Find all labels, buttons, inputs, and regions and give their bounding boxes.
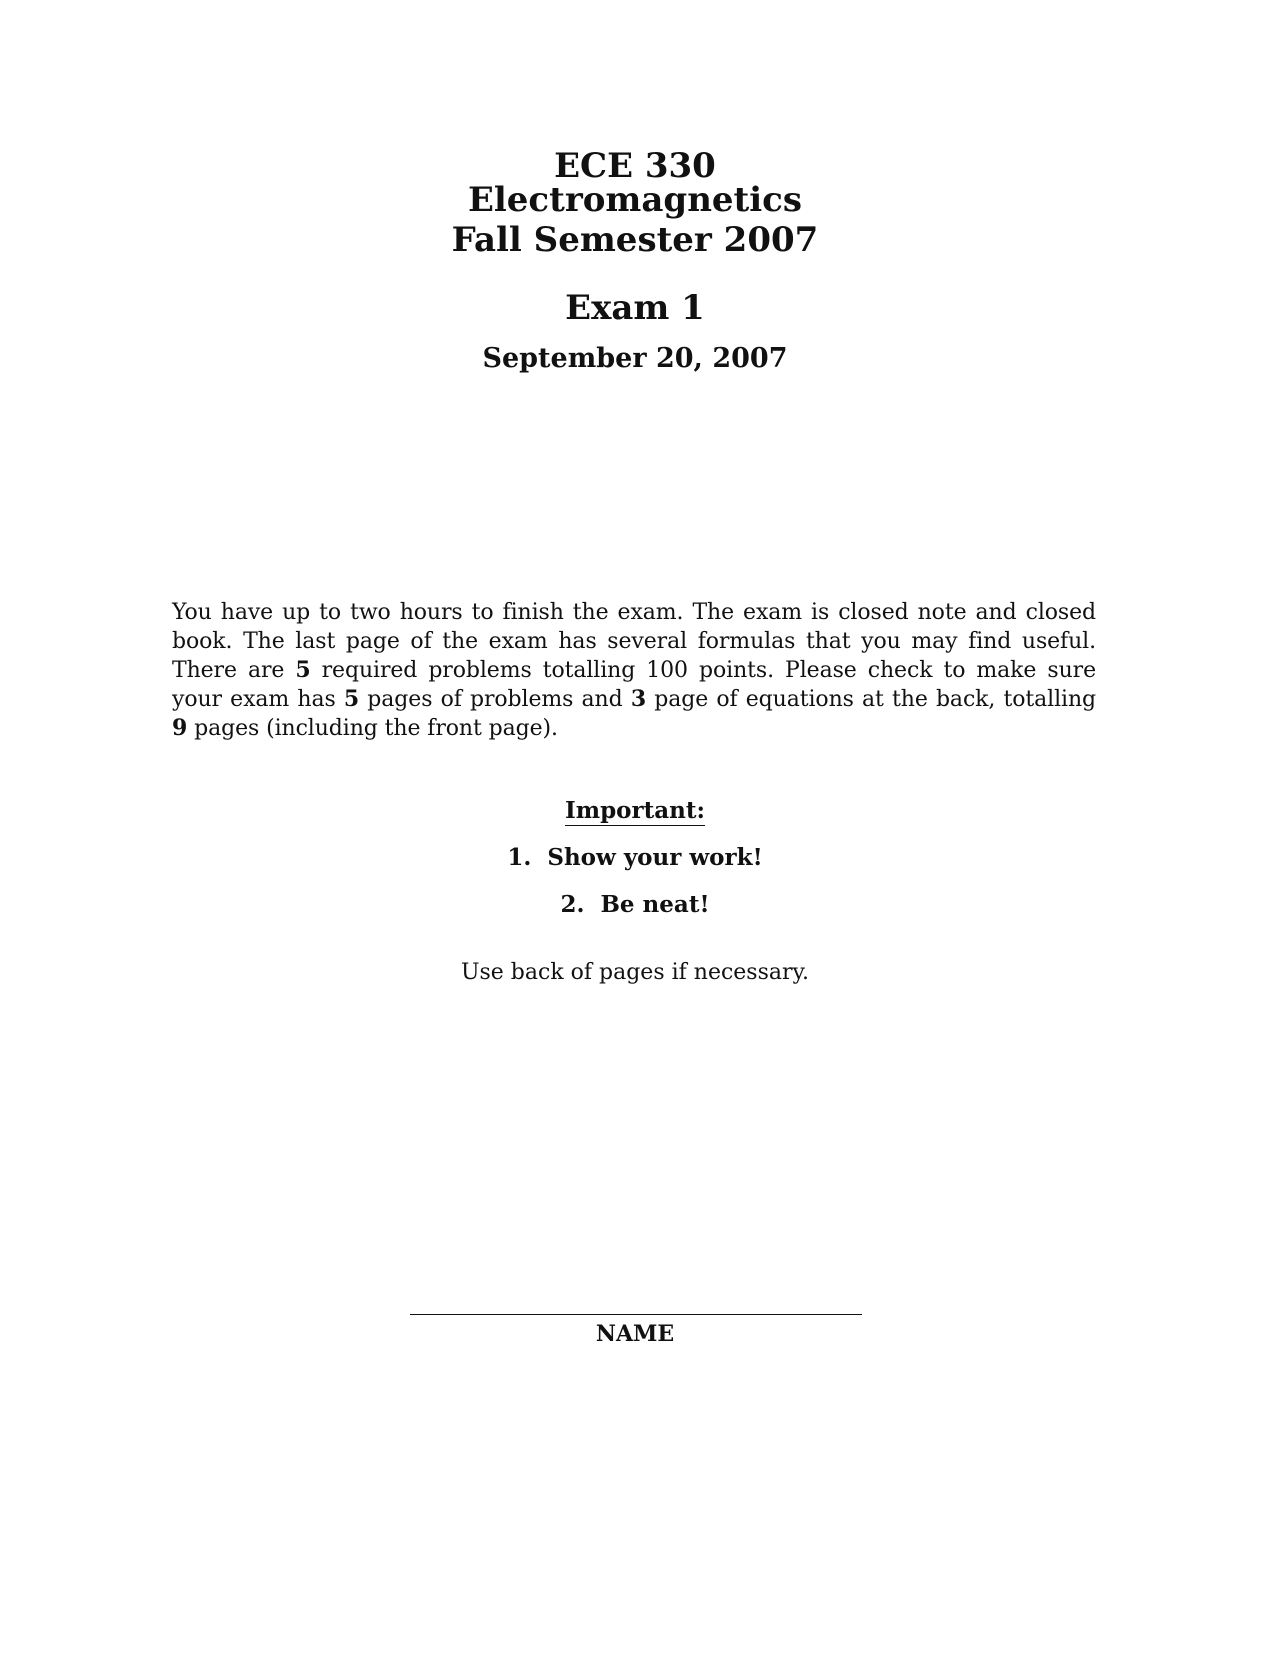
important-heading xyxy=(0,796,1270,826)
back-of-pages-note: Use back of pages if necessary. xyxy=(460,960,810,985)
course-subject: Electromagnetics xyxy=(467,180,803,220)
name-label: NAME xyxy=(595,1321,675,1347)
num-problems: 5 xyxy=(295,657,311,683)
exam-date: September 20, 2007 xyxy=(482,343,788,374)
semester: Fall Semester 2007 xyxy=(451,220,819,260)
total-pages: 9 xyxy=(172,715,188,741)
instructions-text: required problems totalling 100 points. Please check to make sure your exam has xyxy=(172,658,1096,712)
course-code: ECE 330 xyxy=(554,146,716,186)
rule-show-work: 1. Show your work! xyxy=(507,844,763,871)
instructions-text: pages of problems and xyxy=(359,687,631,712)
instructions-text: page of equations at the back, totalling xyxy=(646,687,1097,712)
rule-be-neat: 2. Be neat! xyxy=(560,891,710,918)
name-signature-line xyxy=(410,1314,862,1315)
instructions-paragraph xyxy=(172,598,1096,743)
num-problem-pages: 5 xyxy=(343,686,360,712)
important-heading-text: Important: xyxy=(565,797,705,824)
instructions-text: You have up to two hours to finish the exam. The exam is closed note and closed book. The last page of the exam has several formulas that you may find useful. There are xyxy=(172,600,1096,683)
num-equation-pages: 3 xyxy=(630,686,647,712)
exam-title: Exam 1 xyxy=(565,288,705,328)
instructions-text: pages (including the front page). xyxy=(187,716,558,741)
